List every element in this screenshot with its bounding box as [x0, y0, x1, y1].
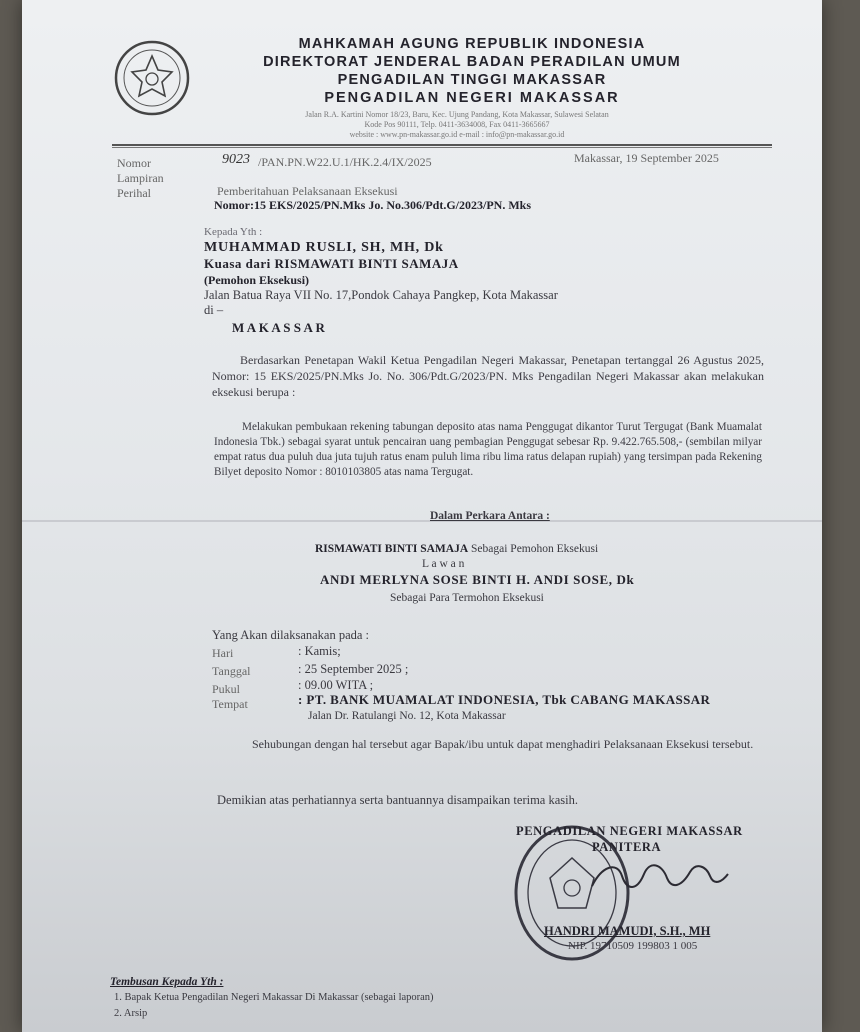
letter-date: Makassar, 19 September 2025	[574, 151, 719, 165]
nomor-label: Nomor	[117, 156, 151, 170]
letterhead-address: Jalan R.A. Kartini Nomor 18/23, Baru, Kec. Ujung Pandang, Kota Makassar, Sulawesi Selatan	[305, 110, 609, 119]
perihal-line2: Nomor:15 EKS/2025/PN.Mks Jo. No.306/Pdt.G/2023/PN. Mks	[214, 198, 531, 212]
perihal-label: Perihal	[117, 186, 151, 200]
letterhead-line3: PENGADILAN TINGGI MAKASSAR	[337, 72, 607, 88]
party1-name: RISMAWATI BINTI SAMAJA	[315, 543, 469, 555]
hari-label: Hari	[212, 646, 234, 660]
paper-fold	[22, 520, 822, 522]
recipient-di: di –	[204, 303, 224, 317]
body-paragraph-3: Sehubungan dengan hal tersebut agar Bapak/ibu untuk dapat menghadiri Pelaksanaan Eksekusi tersebut.	[252, 737, 754, 751]
closing-line: Demikian atas perhatiannya serta bantuannya disampaikan terima kasih.	[217, 793, 578, 807]
signature-name: HANDRI MAMUDI, S.H., MH	[544, 924, 711, 938]
recipient-address: Jalan Batua Raya VII No. 17,Pondok Cahaya Pangkep, Kota Makassar	[204, 288, 558, 302]
court-logo-icon	[112, 38, 192, 118]
letterhead-website: website : www.pn-makassar.go.id e-mail : info@pn-makassar.go.id	[349, 130, 565, 139]
pukul-label: Pukul	[212, 682, 241, 696]
recipient-name: MUHAMMAD RUSLI, SH, MH, Dk	[204, 240, 444, 255]
tempat-label: Tempat	[212, 697, 248, 711]
tembusan-item-1: 1. Bapak Ketua Pengadilan Negeri Makassar Di Makassar (sebagai laporan)	[114, 992, 434, 1003]
tanggal-value: : 25 September 2025 ;	[298, 662, 409, 676]
signature-scribble-icon	[582, 846, 732, 906]
letterhead-divider	[112, 144, 772, 148]
party2-name: ANDI MERLYNA SOSE BINTI H. ANDI SOSE, Dk	[320, 572, 635, 587]
letterhead-line4: PENGADILAN NEGERI MAKASSAR	[324, 90, 620, 106]
body-paragraph-2: Melakukan pembukaan rekening tabungan deposito atas nama Penggugat dikantor Turut Tergugat (Bank Muamalat Indonesia Tbk.) sebagai syarat untuk pencairan uang pembagian Penggugat sebesar Rp. 9.422.765.508,- (sembilan milyar empat ratus dua puluh dua juta tujuh ratus enam puluh lima ribu lima ratus delapan rupiah) yang tersimpan pada Rekening Bilyet deposito Nomor : 8010103805 atas nama Tergugat.	[214, 421, 762, 478]
document-sheet	[22, 0, 822, 1032]
party1-line	[315, 543, 598, 555]
perkara-heading: Dalam Perkara Antara :	[430, 510, 550, 522]
letterhead-line1: MAHKAMAH AGUNG REPUBLIK INDONESIA	[298, 36, 646, 52]
pukul-value: : 09.00 WITA ;	[298, 678, 374, 692]
tempat-value: : PT. BANK MUAMALAT INDONESIA, Tbk CABANG MAKASSAR	[298, 692, 711, 707]
party1-role: Sebagai Pemohon Eksekusi	[468, 543, 599, 555]
party2-role: Sebagai Para Termohon Eksekusi	[390, 592, 544, 604]
letterhead-line2: DIREKTORAT JENDERAL BADAN PERADILAN UMUM	[263, 54, 681, 70]
lampiran-label: Lampiran	[117, 171, 164, 185]
tanggal-label: Tanggal	[212, 664, 251, 678]
tempat-address: Jalan Dr. Ratulangi No. 12, Kota Makassar	[308, 710, 506, 722]
recipient-kuasa: Kuasa dari RISMAWATI BINTI SAMAJA	[204, 256, 459, 271]
recipient-role: (Pemohon Eksekusi)	[204, 273, 310, 287]
signature-title: PANITERA	[592, 840, 662, 854]
hari-value: : Kamis;	[298, 644, 341, 658]
tembusan-item-2: 2. Arsip	[114, 1008, 148, 1019]
lawan-label: L a w a n	[422, 558, 465, 570]
signature-institution: PENGADILAN NEGERI MAKASSAR	[516, 824, 743, 838]
perihal-line1: Pemberitahuan Pelaksanaan Eksekusi	[217, 184, 398, 198]
schedule-intro: Yang Akan dilaksanakan pada :	[212, 628, 370, 642]
tembusan-heading: Tembusan Kepada Yth :	[110, 976, 224, 988]
letterhead-contact: Kode Pos 90111, Telp. 0411-3634008, Fax 0411-3665667	[364, 120, 550, 129]
recipient-city: M A K A S S A R	[232, 320, 325, 335]
body-paragraph-1: Berdasarkan Penetapan Wakil Ketua Pengadilan Negeri Makassar, Penetapan tertanggal 26 Agustus 2025, Nomor: 15 EKS/2025/PN.Mks Jo. No. 306/Pdt.G/2023/PN. Mks Pengadilan Negeri Makassar akan melakukan eksekusi berupa :	[212, 353, 764, 399]
nomor-handwritten: 9023	[222, 152, 250, 167]
kepada-label: Kepada Yth :	[204, 226, 263, 238]
signature-nip: NIP. 19710509 199803 1 005	[568, 940, 698, 952]
nomor-value: /PAN.PN.W22.U.1/HK.2.4/IX/2025	[258, 155, 432, 169]
